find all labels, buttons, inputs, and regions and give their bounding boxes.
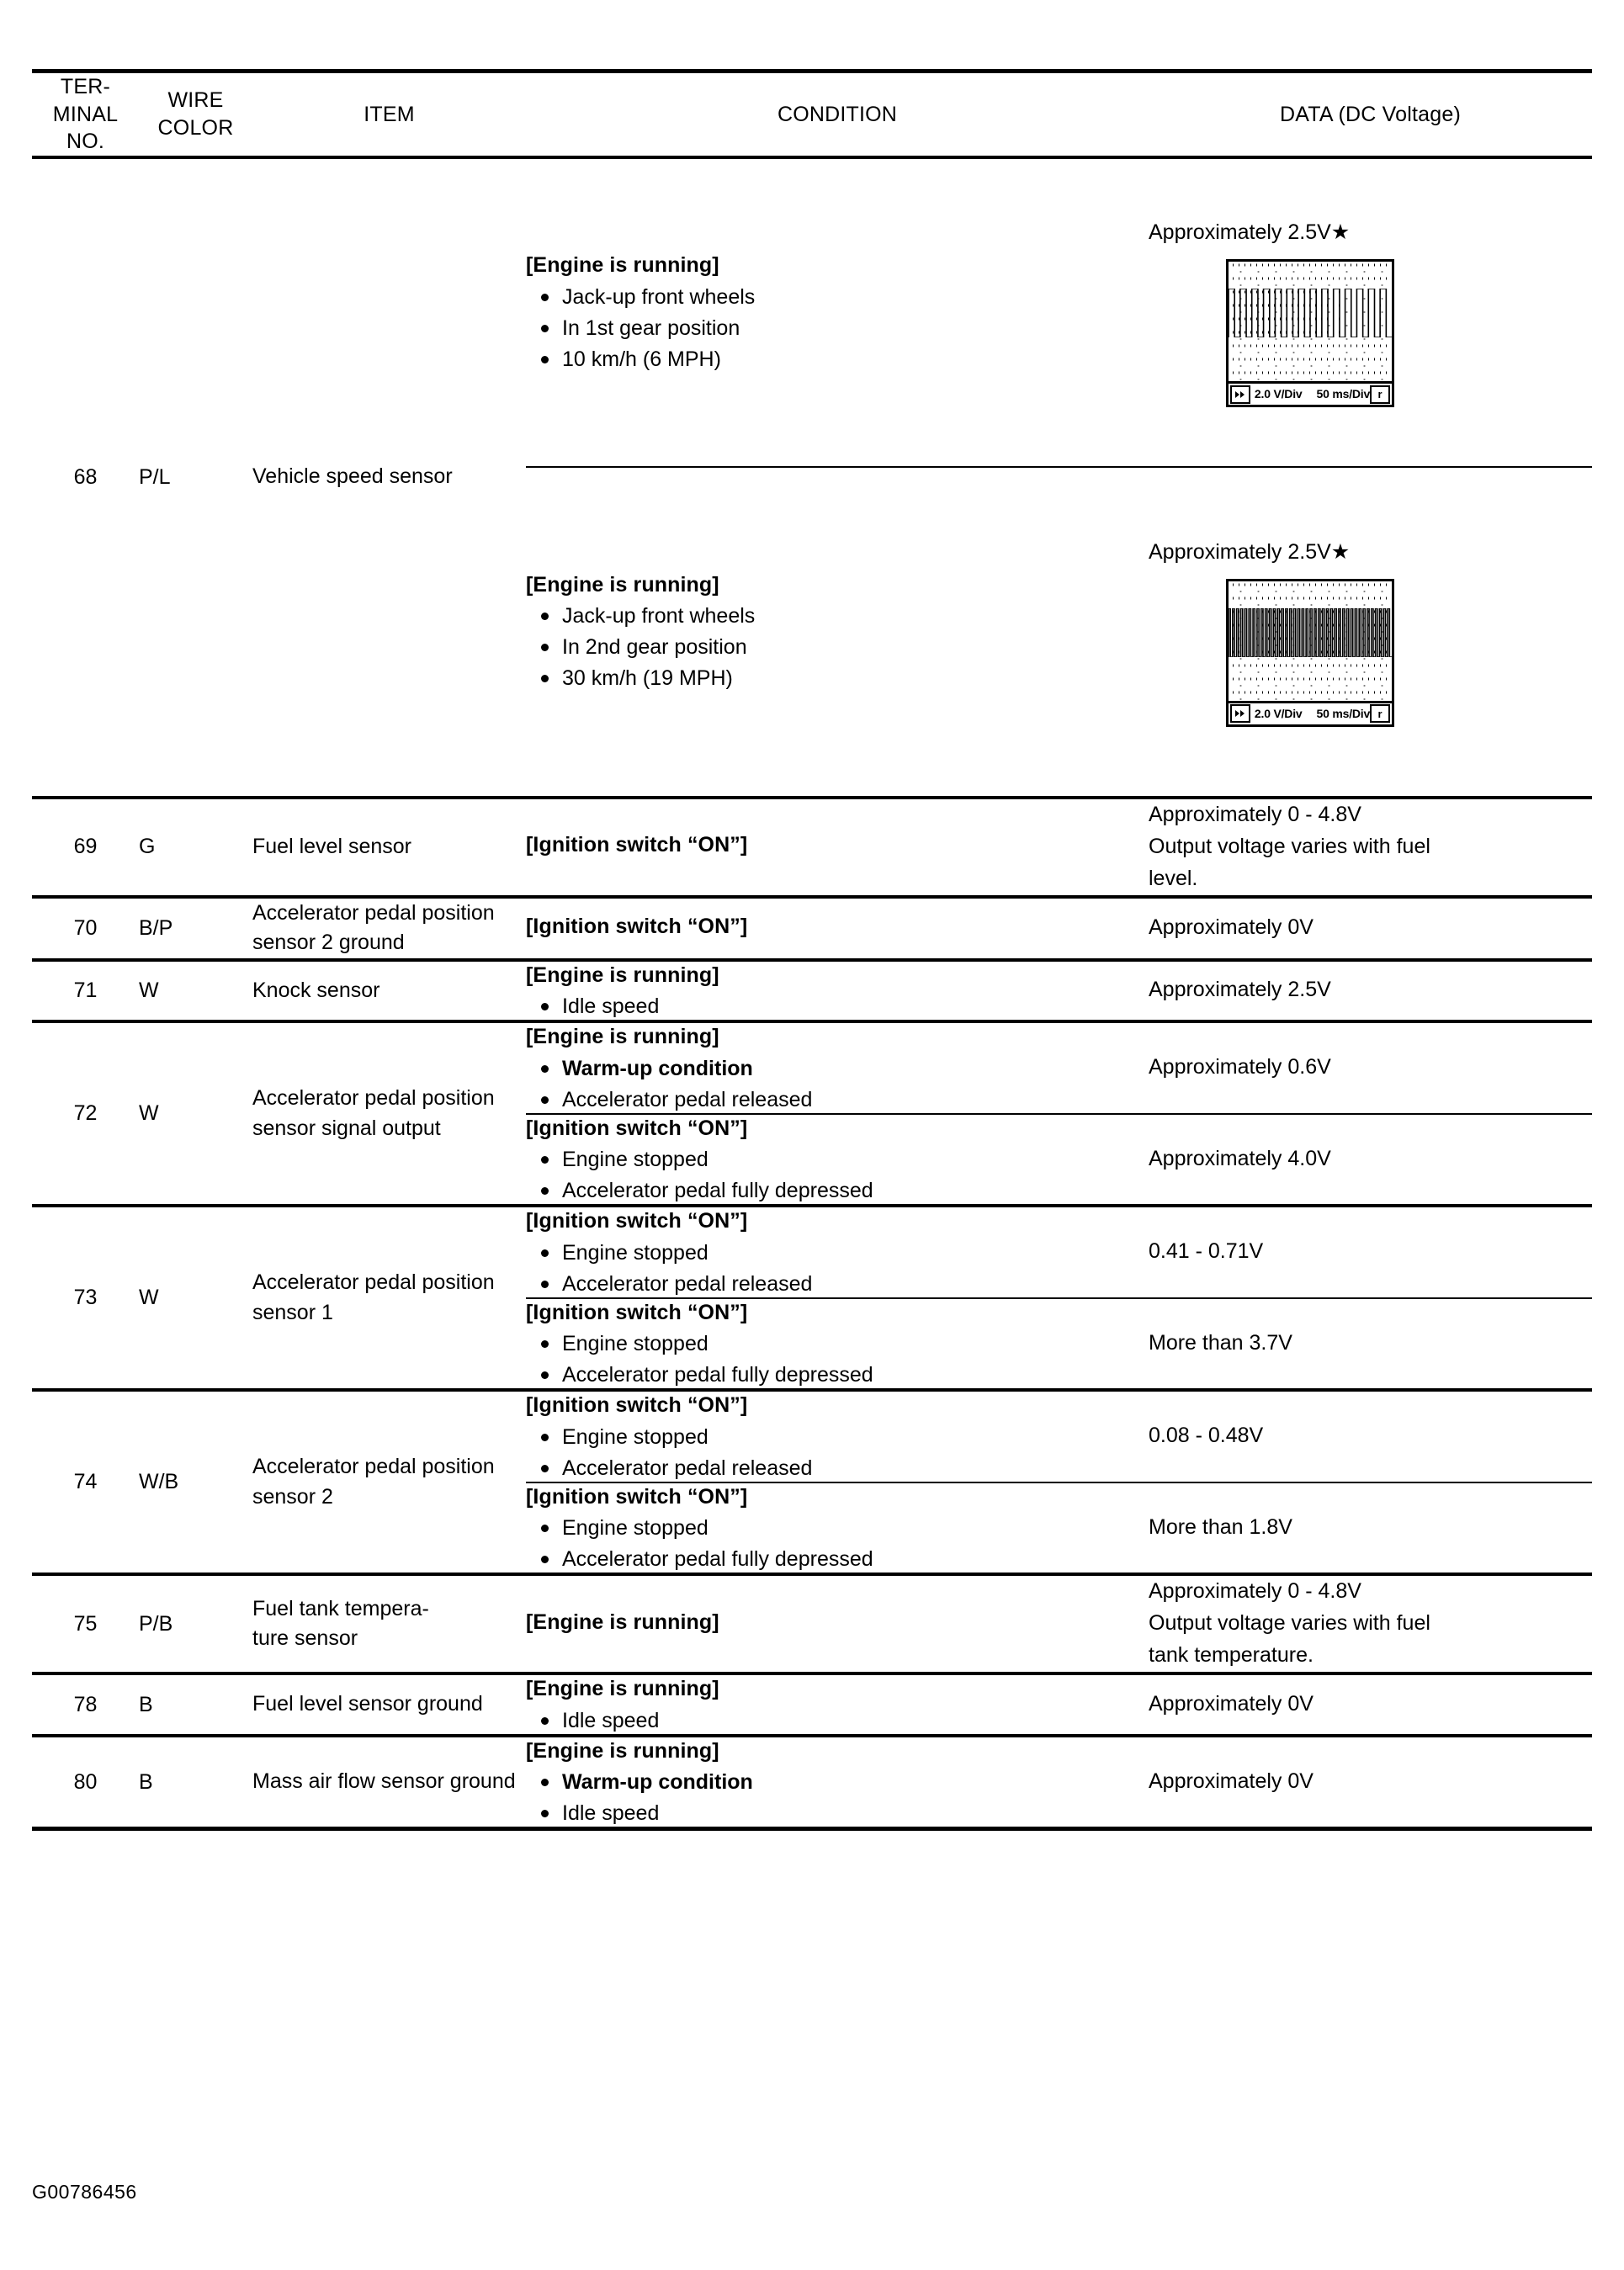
data-voltage-cell xyxy=(1149,1021,1592,1114)
data-voltage-line: level. xyxy=(1149,866,1198,890)
data-voltage-line: Output voltage varies with fuel xyxy=(1149,834,1430,858)
condition-bullet: 10 km/h (6 MPH) xyxy=(539,346,1149,373)
terminal-no-cell: 71 xyxy=(73,979,98,1002)
data-voltage-line: More than 1.8V xyxy=(1149,1514,1292,1539)
terminal-no-cell: 78 xyxy=(73,1692,98,1716)
condition-cell xyxy=(526,1736,1149,1829)
condition-bullet-list xyxy=(526,993,1149,1020)
header-condition: CONDITION xyxy=(777,102,898,126)
item-cell: Knock sensor xyxy=(252,978,380,1002)
condition-heading: [Engine is running] xyxy=(526,963,719,987)
condition-bullet: Engine stopped xyxy=(539,1146,1149,1173)
data-voltage-line: Approximately 4.0V xyxy=(1149,1146,1331,1170)
condition-cell xyxy=(526,1574,1149,1673)
table-row xyxy=(32,1390,1592,1482)
terminal-no-cell: 70 xyxy=(73,915,98,940)
table-row xyxy=(32,157,1592,467)
data-voltage-line: Approximately 0V xyxy=(1149,1691,1314,1716)
item-cell: Accelerator pedal position sensor 2 ground xyxy=(252,900,495,954)
oscilloscope-volts-per-div: 2.0 V/Div xyxy=(1254,706,1303,720)
header-wire-color-line1: WIRE xyxy=(167,88,224,113)
terminal-no-cell: 74 xyxy=(73,1470,98,1494)
header-item: ITEM xyxy=(364,102,415,126)
condition-bullet-list xyxy=(526,1769,1149,1827)
condition-bullet: Jack-up front wheels xyxy=(539,284,1149,310)
wire-color-cell: P/L xyxy=(139,464,171,489)
condition-bullet: Accelerator pedal fully depressed xyxy=(539,1361,1149,1388)
data-voltage-cell xyxy=(1149,157,1592,467)
condition-bullet-list xyxy=(526,1330,1149,1388)
header-terminal-no xyxy=(32,72,139,157)
condition-cell xyxy=(526,467,1149,798)
table-row xyxy=(32,1574,1592,1673)
condition-cell xyxy=(526,1390,1149,1482)
condition-cell xyxy=(526,1673,1149,1736)
data-voltage-line: Approximately 0V xyxy=(1149,1769,1314,1793)
terminal-no-cell: 68 xyxy=(73,464,98,489)
condition-heading: [Ignition switch “ON”] xyxy=(526,833,748,857)
condition-bullet: 30 km/h (19 MPH) xyxy=(539,665,1149,692)
condition-bullet: In 2nd gear position xyxy=(539,634,1149,660)
condition-heading: [Ignition switch “ON”] xyxy=(526,1300,748,1324)
condition-bullet-list xyxy=(526,1239,1149,1297)
table-row xyxy=(32,1021,1592,1114)
condition-bullet: Warm-up condition xyxy=(539,1055,1149,1082)
table-row xyxy=(32,897,1592,960)
condition-bullet-list xyxy=(526,284,1149,373)
condition-bullet: Engine stopped xyxy=(539,1514,1149,1541)
condition-heading: [Engine is running] xyxy=(526,1677,719,1700)
condition-cell xyxy=(526,1114,1149,1207)
data-voltage-cell xyxy=(1149,1206,1592,1298)
data-voltage-cell xyxy=(1149,1298,1592,1391)
header-terminal-no-line1: TER- xyxy=(60,75,111,98)
data-voltage-line: More than 3.7V xyxy=(1149,1330,1292,1355)
condition-heading: [Ignition switch “ON”] xyxy=(526,1209,748,1233)
condition-bullet-list xyxy=(526,1424,1149,1482)
wire-color-cell: W xyxy=(139,1101,159,1126)
data-voltage-line: 0.08 - 0.48V xyxy=(1149,1424,1264,1448)
data-voltage-line: Approximately 2.5V xyxy=(1149,978,1331,1002)
data-voltage-cell xyxy=(1149,1574,1592,1673)
condition-bullet-list xyxy=(526,602,1149,692)
data-voltage-line: Output voltage varies with fuel xyxy=(1149,1611,1430,1635)
wire-color-cell: W xyxy=(139,979,159,1002)
table-row xyxy=(32,1673,1592,1736)
condition-bullet-list xyxy=(526,1055,1149,1113)
table-body xyxy=(32,157,1592,1829)
condition-cell xyxy=(526,897,1149,960)
condition-heading: [Engine is running] xyxy=(526,1025,719,1048)
data-voltage-line: Approximately 0.6V xyxy=(1149,1055,1331,1079)
condition-bullet-list xyxy=(526,1514,1149,1573)
waveform-trace xyxy=(1229,289,1392,337)
condition-cell xyxy=(526,1298,1149,1391)
condition-bullet: Idle speed xyxy=(539,1707,1149,1734)
data-voltage-cell xyxy=(1149,467,1592,798)
data-voltage-line: Approximately 0 - 4.8V xyxy=(1149,802,1361,826)
wire-color-cell: W xyxy=(139,1286,159,1310)
figure-reference-code: G00786456 xyxy=(32,2181,137,2203)
item-cell: Accelerator pedal position sensor signal output xyxy=(252,1086,495,1140)
table-row xyxy=(32,798,1592,897)
oscilloscope-time-per-div: 50 ms/Div xyxy=(1316,706,1371,720)
terminal-no-cell: 69 xyxy=(73,835,98,859)
oscilloscope-waveform xyxy=(1226,259,1592,407)
terminal-spec-table xyxy=(32,69,1592,1831)
item-label-line1: Fuel tank tempera- xyxy=(252,1596,429,1620)
table-row xyxy=(32,1206,1592,1298)
data-voltage-line: Approximately 0 - 4.8V xyxy=(1149,1579,1361,1603)
condition-bullet: Accelerator pedal released xyxy=(539,1455,1149,1482)
condition-heading: [Ignition switch “ON”] xyxy=(526,1116,748,1140)
data-voltage-cell xyxy=(1149,1114,1592,1207)
oscilloscope-display xyxy=(1226,259,1394,407)
data-voltage-line: tank temperature. xyxy=(1149,1643,1314,1667)
table-row xyxy=(32,960,1592,1022)
item-cell xyxy=(252,1574,526,1673)
data-voltage-line: 0.41 - 0.71V xyxy=(1149,1239,1264,1264)
condition-bullet: Jack-up front wheels xyxy=(539,602,1149,629)
data-voltage-line: Approximately 2.5V★ xyxy=(1149,539,1351,564)
wire-color-cell: B xyxy=(139,1769,153,1794)
data-voltage-cell xyxy=(1149,798,1592,897)
data-voltage-cell xyxy=(1149,1673,1592,1736)
data-voltage-cell xyxy=(1149,1736,1592,1829)
condition-heading: [Engine is running] xyxy=(526,572,719,597)
condition-bullet: Accelerator pedal released xyxy=(539,1270,1149,1297)
oscilloscope-screen xyxy=(1229,581,1392,703)
oscilloscope-right-button[interactable]: r xyxy=(1370,704,1390,723)
item-cell: Fuel level sensor xyxy=(252,834,411,858)
oscilloscope-volts-per-div: 2.0 V/Div xyxy=(1254,387,1303,401)
data-voltage-cell xyxy=(1149,1390,1592,1482)
table-header-row xyxy=(32,72,1592,157)
condition-bullet: Accelerator pedal fully depressed xyxy=(539,1177,1149,1204)
condition-bullet: Idle speed xyxy=(539,993,1149,1020)
data-voltage-line: Approximately 0V xyxy=(1149,915,1314,939)
wire-color-cell: W/B xyxy=(139,1470,179,1494)
condition-heading: [Ignition switch “ON”] xyxy=(526,1484,748,1509)
data-voltage-line: Approximately 2.5V★ xyxy=(1149,220,1351,244)
condition-bullet: In 1st gear position xyxy=(539,315,1149,342)
item-cell: Accelerator pedal position sensor 2 xyxy=(252,1455,495,1509)
terminal-no-cell: 75 xyxy=(73,1611,98,1636)
wire-color-cell: G xyxy=(139,835,156,859)
table-header xyxy=(32,72,1592,157)
oscilloscope-status-bar xyxy=(1229,381,1392,405)
condition-heading: [Engine is running] xyxy=(526,253,719,278)
fast-forward-icon[interactable] xyxy=(1230,385,1250,404)
item-cell: Vehicle speed sensor xyxy=(252,464,453,489)
condition-heading: [Ignition switch “ON”] xyxy=(526,1393,748,1417)
condition-heading: [Engine is running] xyxy=(526,1738,719,1763)
condition-bullet: Engine stopped xyxy=(539,1424,1149,1451)
condition-heading: [Engine is running] xyxy=(526,1610,719,1634)
data-voltage-cell xyxy=(1149,897,1592,960)
fast-forward-icon[interactable] xyxy=(1230,704,1250,723)
terminal-no-cell: 73 xyxy=(73,1286,98,1310)
condition-bullet: Idle speed xyxy=(539,1800,1149,1827)
condition-cell xyxy=(526,157,1149,467)
condition-bullet: Engine stopped xyxy=(539,1239,1149,1266)
oscilloscope-screen xyxy=(1229,262,1392,383)
wire-color-cell: B/P xyxy=(139,915,173,940)
item-cell: Mass air flow sensor ground xyxy=(252,1769,516,1793)
terminal-no-cell: 72 xyxy=(73,1101,98,1126)
wire-color-cell: P/B xyxy=(139,1611,173,1636)
header-wire-color-line2: COLOR xyxy=(157,115,234,140)
oscilloscope-waveform xyxy=(1226,579,1592,727)
condition-bullet: Accelerator pedal fully depressed xyxy=(539,1546,1149,1573)
table-row xyxy=(32,1736,1592,1829)
data-voltage-cell xyxy=(1149,960,1592,1022)
item-cell: Fuel level sensor ground xyxy=(252,1692,483,1716)
condition-bullet: Warm-up condition xyxy=(539,1769,1149,1795)
condition-bullet-list xyxy=(526,1146,1149,1204)
oscilloscope-display xyxy=(1226,579,1394,727)
condition-cell xyxy=(526,960,1149,1022)
oscilloscope-time-per-div: 50 ms/Div xyxy=(1316,387,1371,401)
waveform-trace xyxy=(1229,608,1392,657)
condition-cell xyxy=(526,798,1149,897)
oscilloscope-right-button[interactable]: r xyxy=(1370,385,1390,404)
header-data: DATA (DC Voltage) xyxy=(1279,102,1462,126)
condition-bullet: Accelerator pedal released xyxy=(539,1086,1149,1113)
header-terminal-no-line2: MINAL xyxy=(52,102,119,126)
wire-color-cell: B xyxy=(139,1692,153,1716)
condition-bullet-list xyxy=(526,1707,1149,1734)
condition-bullet: Engine stopped xyxy=(539,1330,1149,1357)
item-cell: Accelerator pedal position sensor 1 xyxy=(252,1270,495,1324)
item-label-line2: ture sensor xyxy=(252,1626,358,1650)
header-terminal-no-line3: NO. xyxy=(66,130,105,153)
condition-heading: [Ignition switch “ON”] xyxy=(526,914,748,938)
condition-cell xyxy=(526,1021,1149,1114)
oscilloscope-status-bar xyxy=(1229,701,1392,724)
header-wire-color xyxy=(139,72,252,157)
condition-cell xyxy=(526,1482,1149,1575)
terminal-no-cell: 80 xyxy=(73,1769,98,1794)
condition-cell xyxy=(526,1206,1149,1298)
data-voltage-cell xyxy=(1149,1482,1592,1575)
